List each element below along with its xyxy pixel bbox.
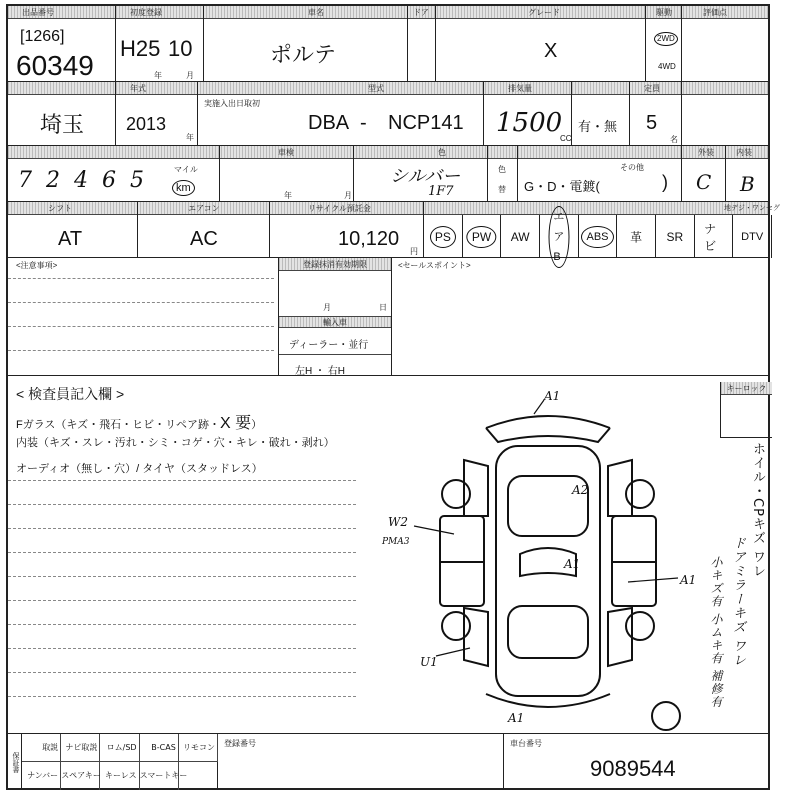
key-lock-box: キーロック <box>720 382 772 438</box>
row-notes <box>8 258 768 376</box>
row-equipment <box>8 202 780 263</box>
vertical-note-3: 小キズ有 小ムキ有 補修有 <box>709 556 723 709</box>
auction-sheet <box>6 4 780 790</box>
steering: 左H ・ 右H <box>295 366 345 377</box>
option-4: ABS <box>579 215 618 258</box>
year-unit: 年 <box>186 133 194 142</box>
mark-rear: A1 <box>508 711 525 725</box>
mileage-digits: 72465 <box>18 168 158 193</box>
paint-close: ) <box>662 172 668 192</box>
rear-left-tyre <box>442 612 470 640</box>
drive-2wd: 2WD <box>654 32 678 46</box>
mark-right-door: A1 <box>680 573 697 587</box>
checklist-item: スマートキー <box>140 762 179 790</box>
interior-grade: B <box>740 172 755 196</box>
option-8: DTV <box>733 215 772 258</box>
mark-rear-left: U1 <box>420 655 438 669</box>
notes-label: <注意事項> <box>16 261 58 270</box>
front-right-tyre <box>626 480 654 508</box>
mileage-unit: km <box>172 180 195 196</box>
front-bumper <box>486 416 610 428</box>
checklist-item: B-CAS <box>140 734 179 762</box>
rear-right-tyre <box>626 612 654 640</box>
reg-month: 10 <box>168 36 193 61</box>
spare-tyre <box>652 702 680 730</box>
recycle-unit: 円 <box>410 247 418 256</box>
footer <box>8 734 768 790</box>
vertical-note-2: ドアミラーキズ ワレ <box>730 536 745 668</box>
color-label-2: 替 <box>498 185 506 194</box>
row-model <box>8 82 768 146</box>
checklist-item: キーレス <box>100 762 139 790</box>
checklist-item: リモコン <box>179 734 218 762</box>
aircon: AC <box>190 228 218 250</box>
reg-year-unit: 年 <box>154 71 162 80</box>
capacity: 5 <box>646 112 658 134</box>
reg-month-unit: 月 <box>186 71 194 80</box>
inspection-month: 月 <box>344 191 352 200</box>
turbo: 有・無 <box>578 119 618 134</box>
option-6: SR <box>656 215 695 258</box>
shift: AT <box>58 228 83 250</box>
inspection-note: 実施入出日取初 <box>204 99 260 108</box>
drive-4wd: 4WD <box>658 62 676 71</box>
footer-side-label: 保証書 <box>8 734 22 790</box>
car-name: ポルテ <box>270 42 337 67</box>
grade: X <box>544 40 558 62</box>
checklist-item: 取説 <box>22 734 61 762</box>
color-name: シルバー <box>390 166 461 187</box>
front-left-tyre <box>442 480 470 508</box>
vertical-note-1: ホイル・CPキズ ワレ <box>750 442 765 579</box>
model-code: NCP141 <box>388 112 464 134</box>
mile-label: マイル <box>174 165 198 174</box>
model-dash: - <box>360 112 367 134</box>
color-code: 1F7 <box>428 184 454 199</box>
checklist-item: スペアキー <box>61 762 100 790</box>
reg-era: H25 <box>120 36 161 61</box>
mark-front: A1 <box>544 389 561 403</box>
model-prefix: DBA <box>308 112 350 134</box>
glass-note: Fガラス（キズ・飛石・ヒビ・リペア跡・X 要） <box>16 415 263 432</box>
row-model-header: 年式 型式 排気量 定員 <box>8 82 768 95</box>
mark-roof: A1 <box>564 557 581 571</box>
option-7: ナビ <box>695 215 734 258</box>
interior-note: 内装（キズ・スレ・汚れ・シミ・コゲ・穴・キレ・破れ・剥れ） <box>16 437 335 449</box>
inspector-section <box>8 376 768 734</box>
checklist-item: ナンバー <box>22 762 61 790</box>
row-lot-header: 出品番号 初度登録 車名 ドア グレード 駆動 評価点 <box>8 6 768 19</box>
checklist-item: ナビ取説 <box>61 734 100 762</box>
lot-number: 60349 <box>16 50 94 81</box>
region: 埼玉 <box>40 112 85 137</box>
displacement: 1500 <box>496 108 563 138</box>
footer-checklist <box>22 734 218 790</box>
other-label: その他 <box>620 163 644 172</box>
option-2: AW <box>501 215 540 258</box>
inspector-title: < 検査員記入欄 > <box>16 386 125 402</box>
lot-code: [1266] <box>20 28 65 45</box>
color-label-1: 色 <box>498 165 506 174</box>
mark-left-door-2: PMA3 <box>382 537 410 547</box>
option-0: PS <box>424 215 463 258</box>
row-lot <box>8 6 768 82</box>
capacity-unit: 名 <box>670 135 678 144</box>
sales-label: <セールスポイント> <box>398 261 471 270</box>
option-1: PW <box>463 215 502 258</box>
row-equipment-header: シフト エアコン リサイクル預託金 地デジ・ワンセグ <box>8 202 768 215</box>
inspection-year: 年 <box>284 191 292 200</box>
checklist-item: ロム/SD <box>100 734 139 762</box>
row-mileage <box>8 146 768 202</box>
car-damage-diagram <box>378 376 718 732</box>
option-5: 革 <box>617 215 656 258</box>
registration-number-box: 登録番号 <box>218 734 504 790</box>
paint-options: G・D・電鍍( <box>524 179 600 194</box>
audio-note: オーディオ（無し・穴）/ タイヤ（スタッドレス） <box>16 463 263 475</box>
registration-box: 登録抹消有効期限 月 日 輸入車 ディーラー・並行 左H ・ 右H <box>278 258 392 375</box>
rear-window <box>508 606 588 658</box>
recycle-fee: 10,120 <box>338 228 400 250</box>
model-year: 2013 <box>126 114 167 134</box>
chassis-box: 車台番号 9089544 <box>510 739 676 781</box>
chassis-number: 9089544 <box>590 756 676 781</box>
reg-month: 月 <box>323 303 331 312</box>
mark-left-door: W2 <box>388 515 408 529</box>
row-mileage-header: 車検 色 外装 内装 <box>8 146 768 159</box>
mark-windshield: A2 <box>572 483 589 497</box>
option-3: エアB <box>540 215 579 258</box>
dealer: ディーラー・並行 <box>289 340 369 351</box>
reg-day: 日 <box>379 303 387 312</box>
exterior-grade: C <box>696 170 712 194</box>
displacement-unit: CC <box>560 134 572 143</box>
